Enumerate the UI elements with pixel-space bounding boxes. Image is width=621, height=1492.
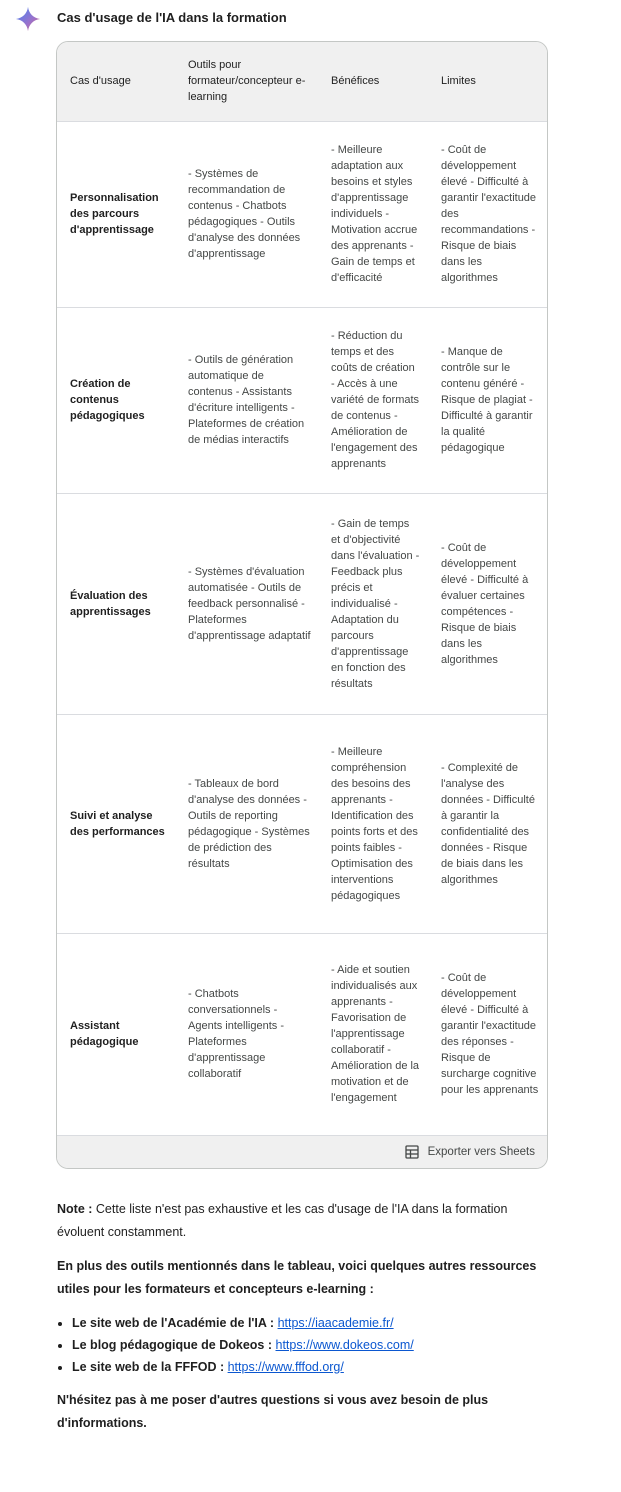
cell-use-case: Assistant pédagogique	[57, 933, 174, 1135]
list-item	[72, 1356, 537, 1378]
cell-tools: - Tableaux de bord d'analyse des données - Outils de reporting pédagogique - Systèmes de prédiction des résultats	[174, 714, 317, 933]
cell-limits: - Coût de développement élevé - Difficulté à évaluer certaines compétences - Risque de biais dans les algorithmes	[427, 493, 547, 714]
note-label: Note :	[57, 1202, 93, 1216]
cell-benefits: - Meilleure compréhension des besoins des apprenants - Identification des points forts et des points faibles - Optimisation des interventions pédagogiques	[317, 714, 427, 933]
resource-label: Le site web de la FFFOD :	[72, 1360, 225, 1374]
table-row	[57, 121, 547, 307]
column-header-tools: Outils pour formateur/concepteur e-learning	[188, 59, 306, 104]
cell-tools: - Systèmes de recommandation de contenus - Chatbots pédagogiques - Outils d'analyse des données d'apprentissage	[174, 121, 317, 307]
cell-benefits: - Gain de temps et d'objectivité dans l'évaluation - Feedback plus précis et individualisé - Adaptation du parcours d'apprentissage en fonction des résultats	[317, 493, 427, 714]
cell-tools: - Systèmes d'évaluation automatisée - Outils de feedback personnalisé - Plateformes d'apprentissage adaptatif	[174, 493, 317, 714]
cell-benefits: - Meilleure adaptation aux besoins et styles d'apprentissage individuels - Motivation accrue des apprenants - Gain de temps et d'efficacité	[317, 121, 427, 307]
column-header-limits: Limites	[441, 75, 476, 88]
table-row	[57, 493, 547, 714]
table-row	[57, 307, 547, 493]
use-case-table-card	[56, 41, 548, 1169]
resource-link[interactable]: https://www.dokeos.com/	[275, 1338, 414, 1352]
table-row	[57, 714, 547, 933]
resource-link[interactable]: https://www.fffod.org/	[227, 1360, 344, 1374]
cell-use-case: Suivi et analyse des performances	[57, 714, 174, 933]
resources-list	[57, 1312, 537, 1378]
response-body	[57, 1198, 537, 1446]
cell-use-case: Personnalisation des parcours d'apprentissage	[57, 121, 174, 307]
resource-label: Le site web de l'Académie de l'IA :	[72, 1316, 275, 1330]
cell-tools: - Outils de génération automatique de contenus - Assistants d'écriture intelligents - Plateformes de création de médias interactifs	[174, 307, 317, 493]
resources-intro: En plus des outils mentionnés dans le tableau, voici quelques autres ressources utiles pour les formateurs et concepteurs e-learning :	[57, 1259, 537, 1296]
resource-link[interactable]: https://iaacademie.fr/	[277, 1316, 394, 1330]
cell-benefits: - Aide et soutien individualisés aux apprenants - Favorisation de l'apprentissage collaboratif - Amélioration de la motivation et de l'engagement	[317, 933, 427, 1135]
cell-limits: - Complexité de l'analyse des données - Difficulté à garantir la confidentialité des données - Risque de biais dans les algorithmes	[427, 714, 547, 933]
note-text: Cette liste n'est pas exhaustive et les cas d'usage de l'IA dans la formation évoluent constamment.	[57, 1202, 508, 1239]
table-row	[57, 933, 547, 1135]
column-header-benefits: Bénéfices	[331, 75, 380, 88]
table-header-row	[57, 42, 547, 121]
export-to-sheets-button[interactable]	[405, 1145, 535, 1159]
gemini-sparkle-icon	[15, 6, 41, 32]
list-item	[72, 1312, 537, 1334]
note-paragraph	[57, 1198, 537, 1244]
table-footer	[57, 1135, 547, 1168]
table-icon	[405, 1145, 419, 1159]
use-case-table	[57, 42, 547, 1135]
cell-limits: - Manque de contrôle sur le contenu généré - Risque de plagiat - Difficulté à garantir la qualité pédagogique	[427, 307, 547, 493]
cell-use-case: Création de contenus pédagogiques	[57, 307, 174, 493]
cell-tools: - Chatbots conversationnels - Agents intelligents - Plateformes d'apprentissage collaboratif	[174, 933, 317, 1135]
closing-paragraph: N'hésitez pas à me poser d'autres questions si vous avez besoin de plus d'informations.	[57, 1393, 489, 1430]
response-title: Cas d'usage de l'IA dans la formation	[57, 10, 287, 25]
cell-use-case: Évaluation des apprentissages	[57, 493, 174, 714]
resource-label: Le blog pédagogique de Dokeos :	[72, 1338, 273, 1352]
list-item	[72, 1334, 537, 1356]
cell-limits: - Coût de développement élevé - Difficulté à garantir l'exactitude des recommandations - Risque de biais dans les algorithmes	[427, 121, 547, 307]
column-header-use-case: Cas d'usage	[70, 75, 131, 88]
cell-limits: - Coût de développement élevé - Difficulté à garantir l'exactitude des réponses - Risque de surcharge cognitive pour les apprenants	[427, 933, 547, 1135]
cell-benefits: - Réduction du temps et des coûts de création - Accès à une variété de formats de contenus - Amélioration de l'engagement des apprenants	[317, 307, 427, 493]
export-label: Exporter vers Sheets	[427, 1146, 535, 1158]
